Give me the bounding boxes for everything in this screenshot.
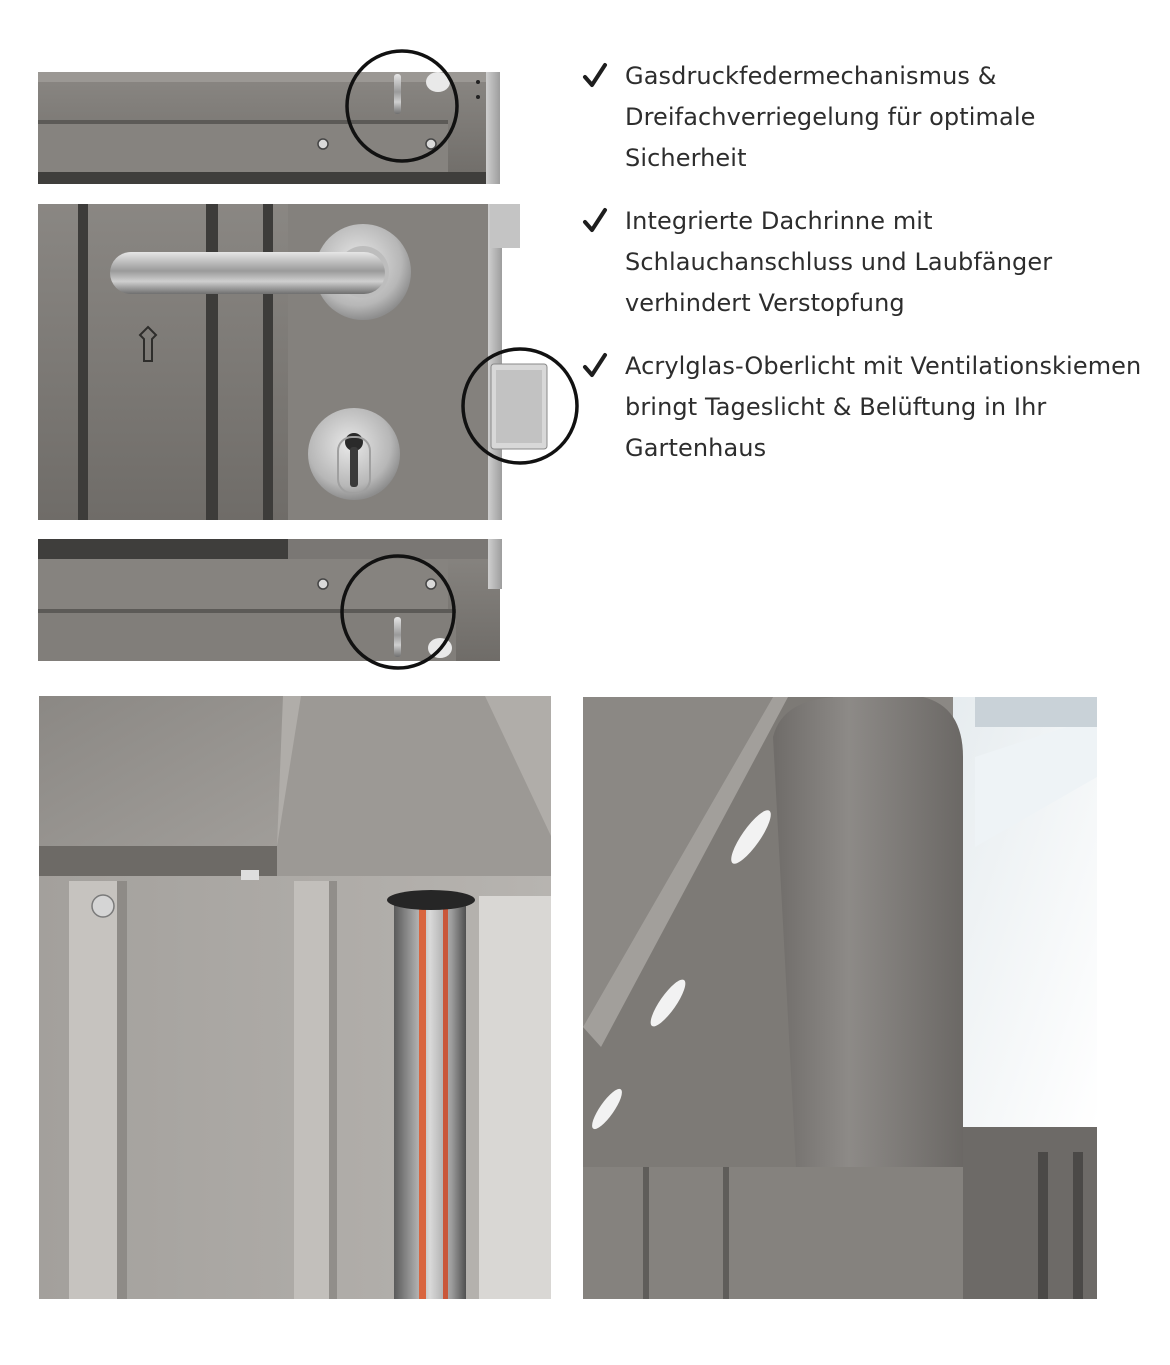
striker-plate: [491, 364, 547, 449]
door-lock-detail-photo: [38, 42, 583, 682]
checkmark-icon: [582, 205, 608, 235]
checkmark-icon: [582, 350, 608, 380]
checkmark-icon: [582, 60, 608, 90]
feature-list: [582, 56, 1142, 491]
feature-text: Integrierte Dachrinne mit Schlauchanschluss und Laubfänger verhindert Verstopfung: [625, 207, 1053, 317]
skylight-ventilation-photo: [583, 697, 1097, 1299]
feature-text: Acrylglas-Oberlicht mit Ventilationskiemen bringt Tageslicht & Belüftung in Ihr Gartenhaus: [625, 352, 1142, 462]
bottom-latch-strip: [38, 539, 502, 661]
feature-text: Gasdruckfedermechanismus & Dreifachverriegelung für optimale Sicherheit: [625, 62, 1036, 172]
feature-item-gas-spring-lock: [582, 56, 1142, 179]
gutter-hose-photo: [39, 696, 551, 1299]
feature-item-skylight: [582, 346, 1142, 469]
handle-panel: [38, 204, 520, 520]
feature-item-gutter: [582, 201, 1142, 324]
top-latch-strip: [38, 72, 500, 184]
